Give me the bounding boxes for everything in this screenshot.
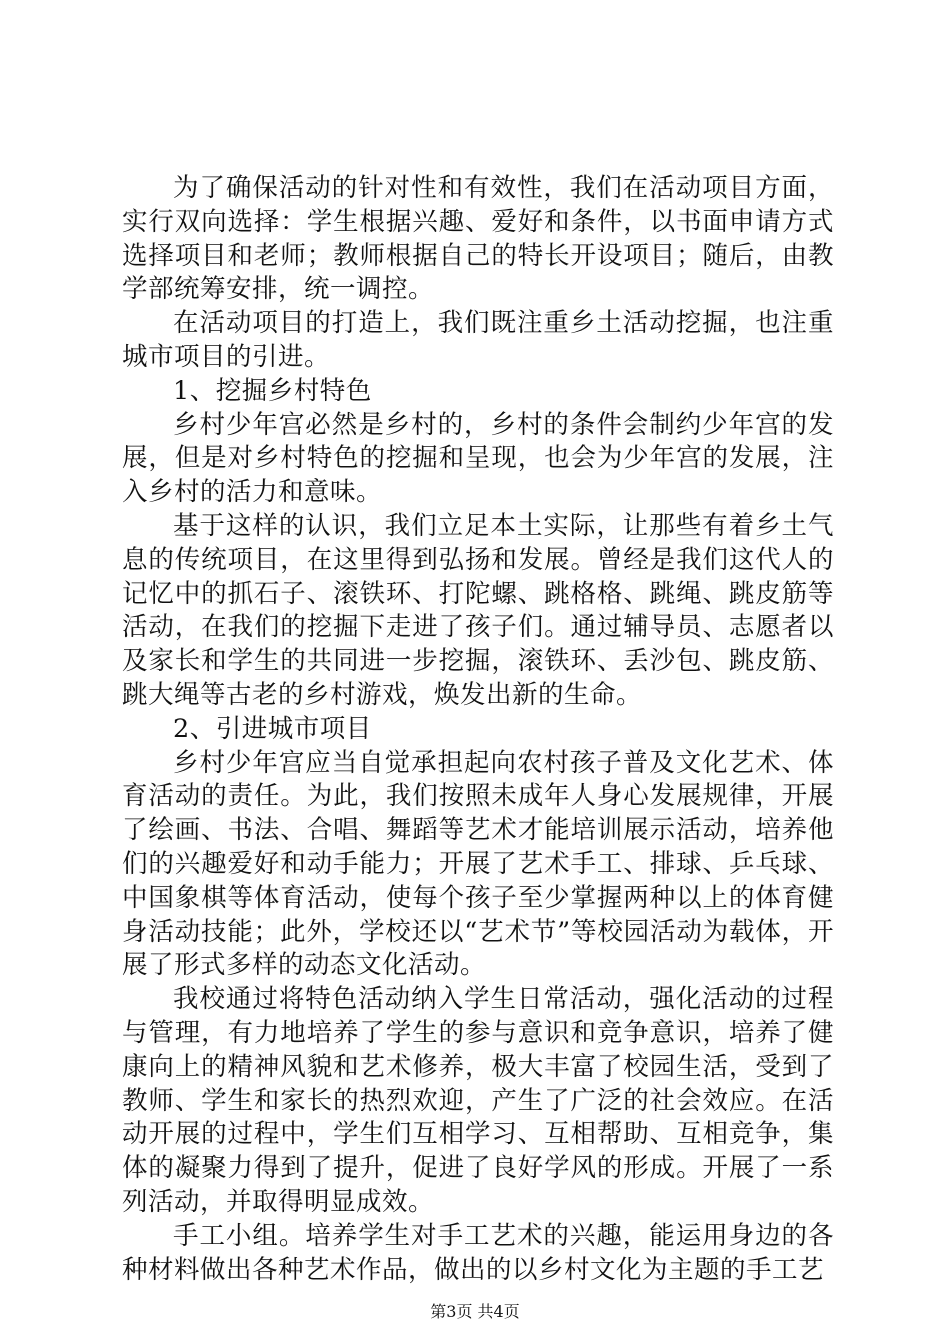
paragraph: 基于这样的认识，我们立足本土实际，让那些有着乡土气息的传统项目，在这里得到弘扬和发展。曾经是我们这代人的记忆中的抓石子、滚铁环、打陀螺、跳格格、跳绳、跳皮筋等活动，在我们的挖掘下走进了孩子们。通过辅导员、志愿者以及家长和学生的共同进一步挖掘，滚铁环、丢沙包、跳皮筋、跳大绳等古老的乡村游戏，焕发出新的生命。 [122,510,834,710]
paragraph: 乡村少年宫必然是乡村的，乡村的条件会制约少年宫的发展，但是对乡村特色的挖掘和呈现，也会为少年宫的发展，注入乡村的活力和意味。 [122,409,834,508]
page-number-footer: 第3页 共4页 [430,1302,520,1321]
paragraph: 在活动项目的打造上，我们既注重乡土活动挖掘，也注重城市项目的引进。 [122,308,834,372]
section-heading: 1、挖掘乡村特色 [173,375,372,406]
section-heading: 2、引进城市项目 [173,713,372,744]
paragraph: 我校通过将特色活动纳入学生日常活动，强化活动的过程与管理，有力地培养了学生的参与意识和竞争意识，培养了健康向上的精神风貌和艺术修养，极大丰富了校园生活，受到了教师、学生和家长的热烈欢迎，产生了广泛的社会效应。在活动开展的过程中，学生们互相学习、互相帮助、互相竞争，集体的凝聚力得到了提升，促进了良好学风的形成。开展了一系列活动，并取得明显成效。 [122,984,834,1217]
paragraph: 为了确保活动的针对性和有效性，我们在活动项目方面，实行双向选择：学生根据兴趣、爱好和条件，以书面申请方式选择项目和老师；教师根据自己的特长开设项目；随后，由教学部统筹安排，统一调控。 [122,173,834,305]
paragraph: 乡村少年宫应当自觉承担起向农村孩子普及文化艺术、体育活动的责任。为此，我们按照未成年人身心发展规律，开展了绘画、书法、合唱、舞蹈等艺术才能培训展示活动，培养他们的兴趣爱好和动手能力；开展了艺术手工、排球、乒乓球、中国象棋等体育活动，使每个孩子至少掌握两种以上的体育健身活动技能；此外，学校还以“艺术节”等校园活动为载体，开展了形式多样的动态文化活动。 [122,747,834,981]
paragraph: 手工小组。培养学生对手工艺术的兴趣，能运用身边的各种材料做出各种艺术作品，做出的以乡村文化为主题的手工艺 [122,1220,834,1285]
document-body [122,172,834,1287]
